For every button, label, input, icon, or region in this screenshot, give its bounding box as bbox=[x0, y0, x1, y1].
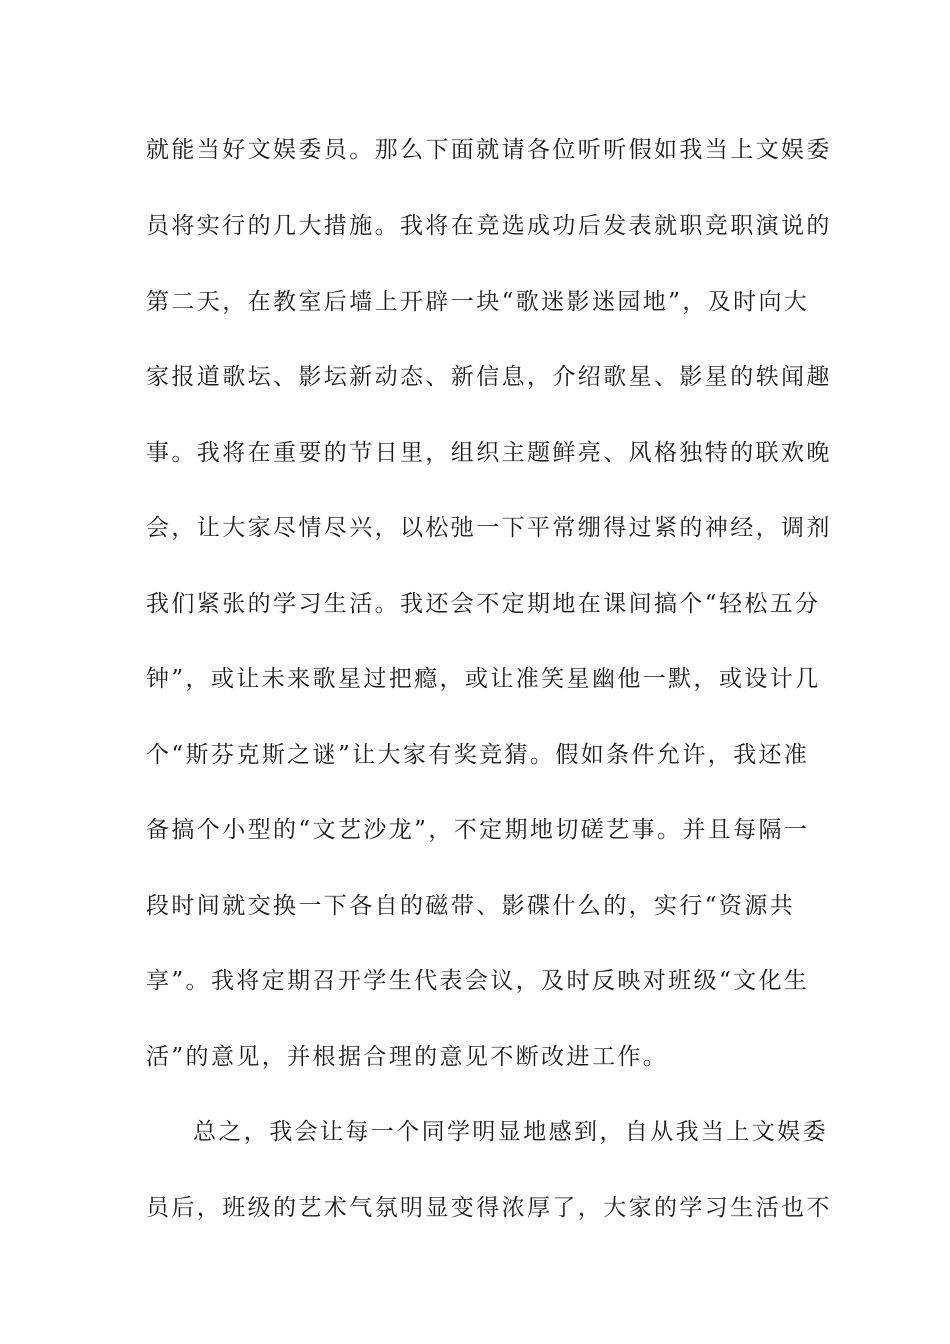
text-line-4: 家报道歌坛、影坛新动态、新信息，介绍歌星、影星的轶闻趣 bbox=[146, 364, 832, 390]
text-line-15: 员后，班级的艺术气氛明显变得浓厚了，大家的学习生活也不 bbox=[146, 1195, 832, 1221]
text-line-5: 事。我将在重要的节日里，组织主题鲜亮、风格独特的联欢晚 bbox=[146, 440, 832, 466]
text-line-14-paragraph-start: 总之，我会让每一个同学明显地感到，自从我当上文娱委 bbox=[193, 1119, 828, 1145]
text-line-3: 第二天，在教室后墙上开辟一块“歌迷影迷园地”，及时向大 bbox=[146, 289, 810, 315]
text-line-6: 会，让大家尽情尽兴，以松弛一下平常绷得过紧的神经，调剂 bbox=[146, 515, 832, 541]
text-line-8: 钟”，或让未来歌星过把瘾，或让准笑星幽他一默，或设计几 bbox=[146, 666, 821, 692]
text-line-11: 段时间就交换一下各自的磁带、影碟什么的，实行“资源共 bbox=[146, 893, 796, 919]
text-line-13: 活”的意见，并根据合理的意见不断改进工作。 bbox=[146, 1044, 669, 1070]
text-line-12: 享”。我将定期召开学生代表会议，及时反映对班级“文化生 bbox=[146, 968, 810, 994]
text-line-2: 员将实行的几大措施。我将在竞选成功后发表就职竞职演说的 bbox=[146, 213, 832, 239]
text-line-7: 我们紧张的学习生活。我还会不定期地在课间搞个“轻松五分 bbox=[146, 591, 821, 617]
text-line-1: 就能当好文娱委员。那么下面就请各位听听假如我当上文娱委 bbox=[146, 137, 832, 163]
text-line-9: 个“斯芬克斯之谜”让大家有奖竞猜。假如条件允许，我还准 bbox=[146, 742, 810, 768]
text-line-10: 备搞个小型的“文艺沙龙”，不定期地切磋艺事。并且每隔一 bbox=[146, 817, 810, 843]
